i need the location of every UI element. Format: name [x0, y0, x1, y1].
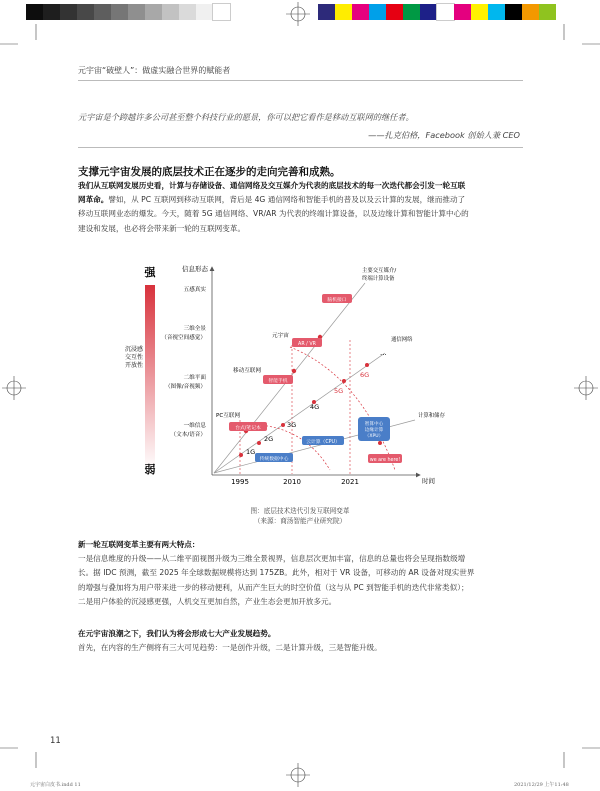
point-edge [378, 441, 382, 445]
era-pc-label: PC互联网 [216, 413, 241, 419]
tag-edge-label-2: 边缘计算 [364, 428, 384, 433]
features-line-3: 的增强与叠加将为用户带来进一步的移动便利，从而产生巨大的时空价值（这与从 PC 到智能手机的迭代非常类似）； [78, 582, 469, 592]
gen-6g: 6G [360, 371, 370, 379]
level-2-sublabel: （图像/音视频） [164, 384, 206, 390]
caption-source: （来源：商汤智能产业研究院） [253, 517, 347, 525]
network-dots: ... [380, 349, 387, 357]
intro-line-4: 建设和发展，也必将会带来新一轮的互联网变革。 [78, 223, 246, 233]
era-metaverse-label: 元宇宙 [272, 333, 289, 339]
tag-edge-label-3: （XPU） [364, 434, 384, 439]
tag-vr-label: AR / VR [298, 342, 316, 347]
point-5g [342, 379, 346, 383]
level-1-sublabel: （文本/语音） [170, 432, 206, 438]
features-heading: 新一轮互联网变革主要有两大特点： [78, 540, 200, 549]
side-note-2: 交互性 [124, 354, 144, 361]
gen-2g: 2G [264, 435, 274, 443]
section-heading: 支撑元宇宙发展的底层技术正在逐步的走向完善和成熟。 [78, 166, 341, 178]
strong-label: 强 [144, 266, 156, 279]
level-1-label: 一维信息 [183, 423, 206, 429]
caption-title: 图：底层技术迭代引发互联网变革 [250, 507, 350, 515]
tag-here-label: we are here! [369, 458, 401, 463]
gen-3g: 3G [287, 421, 297, 429]
point-mobile [292, 369, 296, 373]
figure-caption [0, 506, 600, 526]
intensity-gradient-bar [145, 285, 155, 470]
side-note-1: 沉浸感 [124, 346, 144, 353]
intro-line-2b: 譬如，从 PC 互联网到移动互联网，背后是 4G 通信网络和智能手机的普及以及云计算的发展，继而推动了 [108, 195, 466, 205]
era-mobile-label: 移动互联网 [233, 368, 261, 374]
network-line-label: 通信网络 [391, 337, 413, 343]
tag-cloud-label: 云计算（CPU） [306, 440, 340, 445]
footer-timestamp: 2021/12/29 上午11:48 [514, 782, 569, 788]
side-note-3: 开放性 [124, 362, 144, 369]
x-tick-1995: 1995 [231, 478, 249, 486]
point-3g [281, 423, 285, 427]
y-axis-title: 信息形态 [182, 265, 208, 273]
intro-line-1: 我们从互联网发展历史看，计算与存储设备、通信网络及交互媒介为代表的底层技术的每一次迭代都会引发一轮互联 [78, 181, 466, 190]
tag-bci-label: 脑机接口 [327, 298, 347, 303]
level-3-sublabel: （音视空间感觉） [161, 335, 206, 341]
features-section [78, 538, 522, 609]
level-5-label: 五感真实 [183, 287, 206, 293]
weak-label: 弱 [144, 463, 156, 476]
header-rule [78, 80, 523, 81]
interaction-line-label-1: 主要交互媒介/ [362, 268, 397, 274]
quote-rule [78, 147, 523, 148]
internet-evolution-diagram [0, 255, 600, 500]
trends-line: 首先，在内容的生产侧将有三大可见趋势：一是创作升级，二是计算升级，三是智能升级。 [78, 643, 382, 653]
point-2g [257, 441, 261, 445]
page-number: 11 [50, 736, 61, 746]
intro-line-3: 移动互联网业态的爆发。今天，随着 5G 通信网络、VR/AR 为代表的终端计算设备，以及边缘计算和智能计算中心的 [78, 209, 469, 219]
features-line-2: 长。据 IDC 预测，截至 2025 年全球数据规模将达到 175ZB。此外，相对于 VR 设备，可移动的 AR 设备对现实世界 [78, 568, 475, 578]
intro-line-2a: 网革命。 [78, 195, 109, 205]
trends-heading: 在元宇宙浪潮之下，我们认为将会形成七大产业发展趋势。 [78, 629, 276, 638]
level-3-label: 三维全景 [183, 326, 206, 332]
features-line-4: 二是用户体验的沉浸感更强，人机交互更加自然，产业生态会更加开放多元。 [78, 596, 337, 606]
gen-1g: 1G [246, 448, 256, 456]
quote-author: ——扎克伯格，Facebook 创始人兼 CEO [368, 130, 520, 140]
registration-mark-icon [286, 2, 310, 26]
interaction-line-label-2: 终端计算设备 [362, 276, 395, 282]
intro-paragraph [78, 179, 522, 236]
level-2-label: 二维平面 [183, 375, 206, 381]
x-axis-title: 时间 [422, 477, 435, 485]
point-6g [365, 363, 369, 367]
footer-filename: 元宇宙白皮书.indd 11 [30, 782, 81, 788]
running-header: 元宇宙“破壁人”：做虚实融合世界的赋能者 [78, 66, 231, 75]
registration-mark-icon [286, 763, 310, 787]
x-tick-2021: 2021 [341, 478, 359, 486]
gen-5g: 5G [334, 387, 344, 395]
gen-4g: 4G [310, 403, 320, 411]
compute-line-label: 计算和储存 [418, 413, 445, 419]
point-1g [239, 453, 243, 457]
tag-edge-label-1: 智算中心 [364, 422, 384, 427]
x-tick-2010: 2010 [283, 478, 301, 486]
trends-section [78, 627, 522, 655]
tag-pc-label: 台式/笔记本 [235, 426, 261, 431]
tag-phone-label: 智能手机 [268, 379, 288, 384]
tag-datacenter-label: 传统数据中心 [259, 457, 289, 462]
quote-text: 元宇宙是个跨越许多公司甚至整个科技行业的愿景，你可以把它看作是移动互联网的继任者。 [78, 112, 414, 122]
features-line-1: 一是信息维度的升级——从二维平面视图升级为三维全景视界，信息层次更加丰富，信息的总量也将会呈现指数级增 [78, 554, 466, 564]
